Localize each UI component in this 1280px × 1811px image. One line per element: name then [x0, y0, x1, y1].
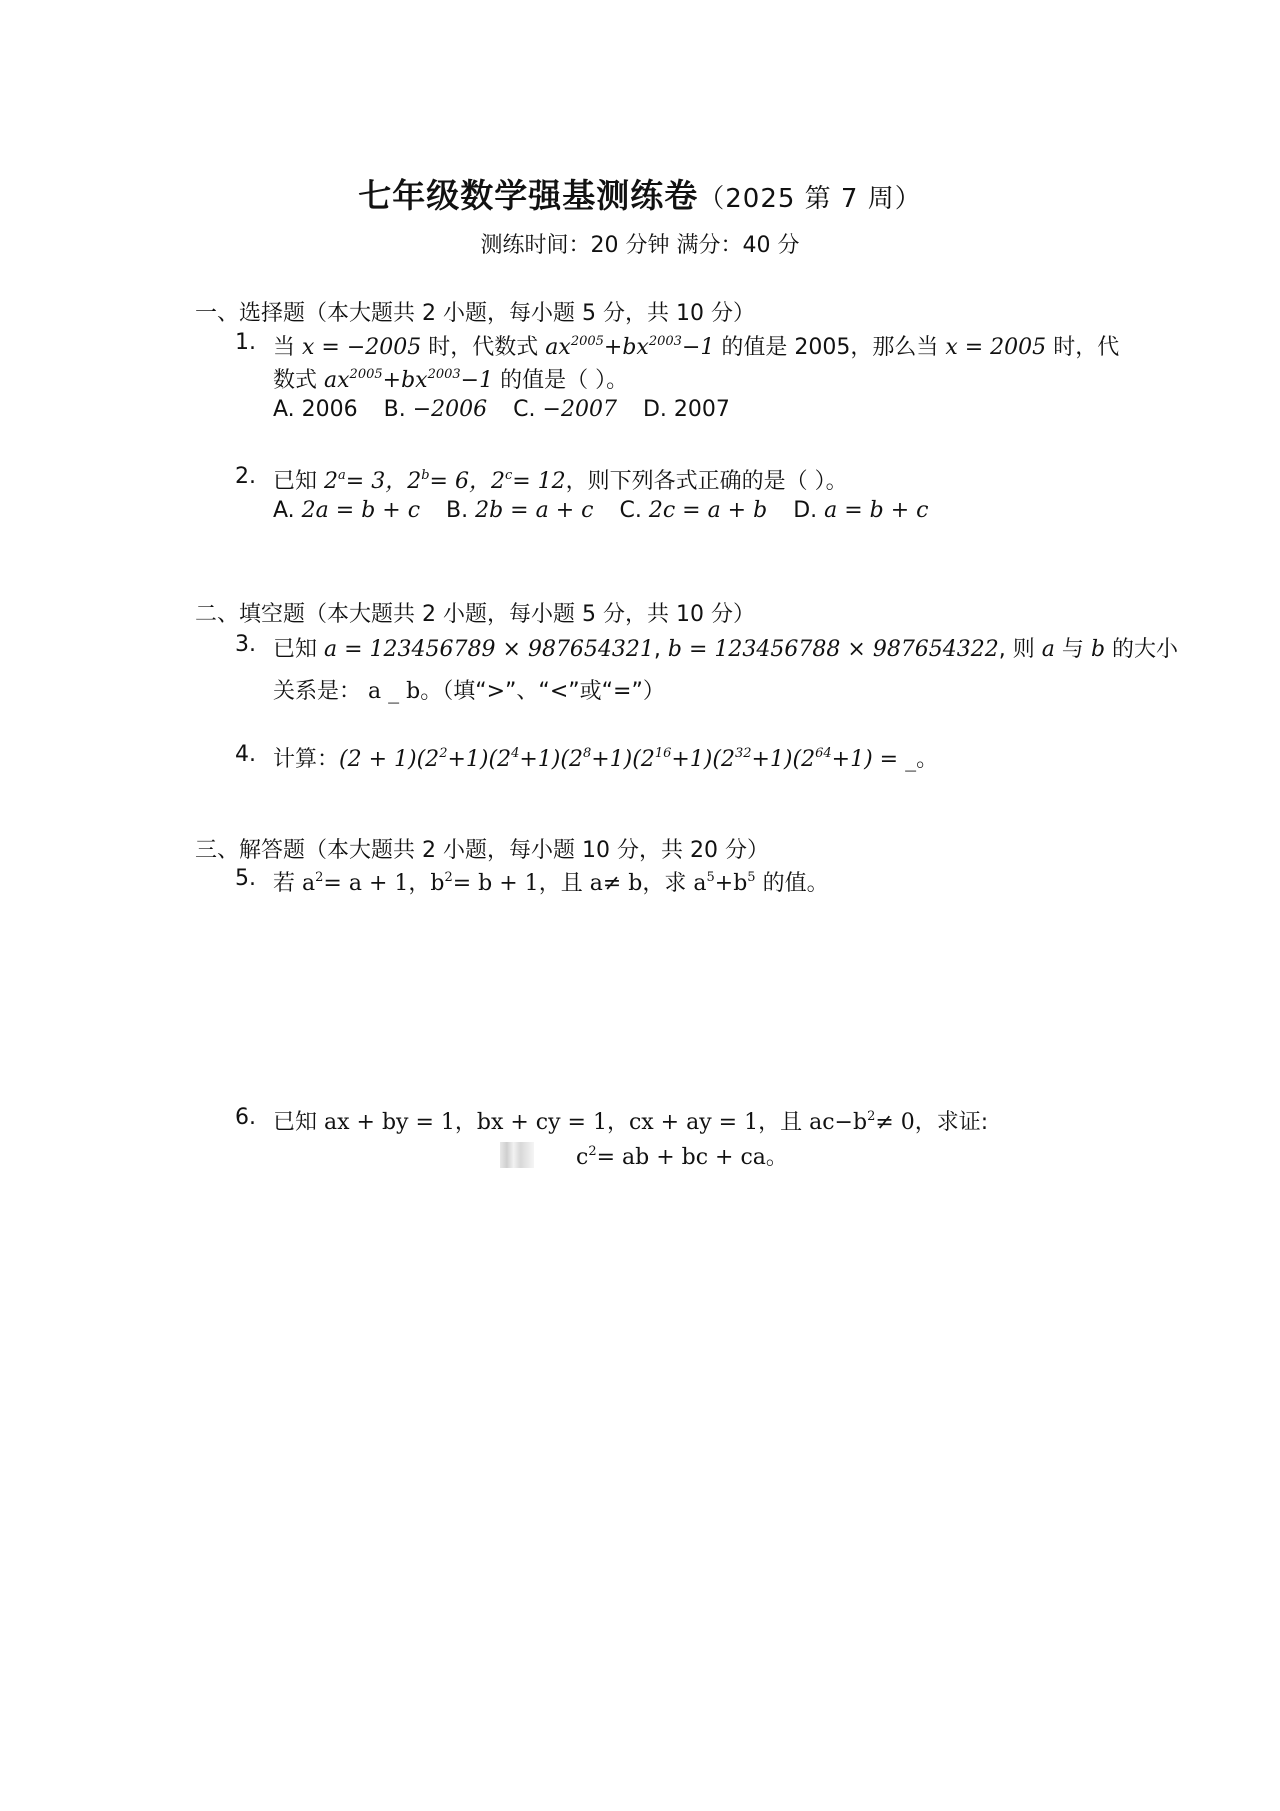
- math-expr: a≠ b: [589, 871, 643, 896]
- math-expr: $a^2= a + 1$，$b^2= b + 1$: [302, 870, 539, 896]
- option-d: D. 2007: [642, 397, 730, 422]
- question-text: 已知 a = 123456789 × 987654321, b = 123456788 × 987654322, 则 a 与 b 的大小: [273, 637, 1179, 662]
- option-b: B. 2b = a + c: [446, 498, 594, 523]
- math-expr: $ax^{2005}+bx^{2003}-1$: [324, 367, 494, 393]
- blank: a _ b: [368, 679, 421, 704]
- section-heading-2: 二、填空题（本大题共 2 小题，每小题 5 分，共 10 分）: [195, 602, 755, 627]
- question-text: 计算：$(2 + 1)(2^2+1)(2^4+1)(2^8+1)(2^{16}+1)(2^{32}+1)(2^{64}+1)$ = _。: [273, 746, 939, 772]
- option-d: D. a = b + c: [793, 498, 929, 523]
- math-expr: ax + by = 1，bx + cy = 1，cx + ay = 1: [324, 1110, 759, 1135]
- question-text: 当 x = −2005 时，代数式 $ax^{2005}+bx^{2003}-1$ 的值是 2005，那么当 x = 2005 时，代: [273, 334, 1120, 360]
- math-expr: $ax^{2005}+bx^{2003}-1$: [545, 334, 715, 360]
- option-b: B. −2006: [383, 397, 488, 422]
- math-expr: $c^2=$ ab + bc + ca: [576, 1144, 766, 1170]
- math-expr: $(2 + 1)(2^2+1)(2^4+1)(2^8+1)(2^{16}+1)(2^{32}+1)(2^{64}+1)$ = _: [339, 746, 917, 772]
- math-expr: x = 2005: [945, 335, 1047, 360]
- exam-meta: 测练时间：20 分钟 满分：40 分: [480, 233, 800, 258]
- scan-smudge: [500, 1142, 534, 1168]
- option-a: A. 2006: [273, 397, 358, 422]
- question-number: 1.: [235, 330, 256, 355]
- option-c: C. 2c = a + b: [619, 498, 768, 523]
- question-text: 已知 $2^a= 3$，$2^b= 6$，$2^c= 12$，则下列各式正确的是（ ）。: [273, 468, 848, 494]
- math-expr: $a^5+b^5$: [693, 870, 756, 896]
- question-number: 6.: [235, 1105, 256, 1130]
- question-text: 已知 ax + by = 1，bx + cy = 1，cx + ay = 1，且 $ac-b^2\ne 0$，求证:: [273, 1109, 989, 1135]
- question-number: 5.: [235, 866, 256, 891]
- option-c: C. −2007: [513, 397, 617, 422]
- question-6-proof-target: $c^2=$ ab + bc + ca。: [500, 1140, 788, 1171]
- exam-page: 七年级数学强基测练卷（2025 第 7 周） 测练时间：20 分钟 满分：40 分 一、选择题（本大题共 2 小题，每小题 5 分，共 10 分） 1. 当 x = −2005 时，代数式 $ax^{2005}+bx^{2003}-1$ 的值是 2005，那么当 x = 2005 时，代 数式 $ax^{2005}+bx^{2003}-1$ 的值是（ ）。 A. 2006 B. −2006 C. −2007 D. 2007 2. 已知 $2^a= 3$，$2^b= 6$，$2^c= 12$，则下列各式正确的是（ ）。 A. 2a = b + c B. 2b = a + c C. 2c = a + b D. a = b + c 二、填空题（本大题共 2 小题，每小题 5 分，共 10 分） 3. 已知 a = 123456789 × 987654321, b = 123456788 × 987654322, 则 a 与 b 的大小 关系是： a _ b。（填“>”、“<”或“=”） 4. 计算：$(2 + 1)(2^2+1)(2^4+1)(2^8+1)(2^{16}+1)(2^{32}+1)(2^{64}+1)$ = _。 三、解答题（本大题共 2 小题，每小题 10 分，共 20 分） 5. 若 $a^2= a + 1$，$b^2= b + 1$，且 a≠ b，求 $a^5+b^5$ 的值。 6. 已知 ax + by = 1，bx + cy = 1，cx + ay = 1，且 $ac-b^2\ne 0$，求证: $c^2=$ ab + bc + ca。: [0, 0, 1280, 1811]
- question-number: 2.: [235, 464, 256, 489]
- section-heading-1: 一、选择题（本大题共 2 小题，每小题 5 分，共 10 分）: [195, 301, 755, 326]
- title-main: 七年级数学强基测练卷: [358, 176, 699, 215]
- page-title: [0, 170, 1280, 217]
- math-expr: x = −2005: [302, 335, 422, 360]
- question-number: 3.: [235, 632, 256, 657]
- math-expr: a = 123456789 × 987654321: [324, 637, 654, 662]
- question-text: 若 $a^2= a + 1$，$b^2= b + 1$，且 a≠ b，求 $a^5+b^5$ 的值。: [273, 870, 829, 896]
- math-expr: $2^a= 3$，$2^b= 6$，$2^c= 12$: [324, 468, 566, 494]
- title-sub: （2025 第 7 周）: [698, 184, 922, 214]
- section-heading-3: 三、解答题（本大题共 2 小题，每小题 10 分，共 20 分）: [195, 838, 769, 863]
- math-expr: b = 123456788 × 987654322: [667, 637, 999, 662]
- question-number: 4.: [235, 742, 256, 767]
- math-expr: $ac-b^2\ne 0$: [809, 1109, 915, 1135]
- option-a: A. 2a = b + c: [273, 498, 421, 523]
